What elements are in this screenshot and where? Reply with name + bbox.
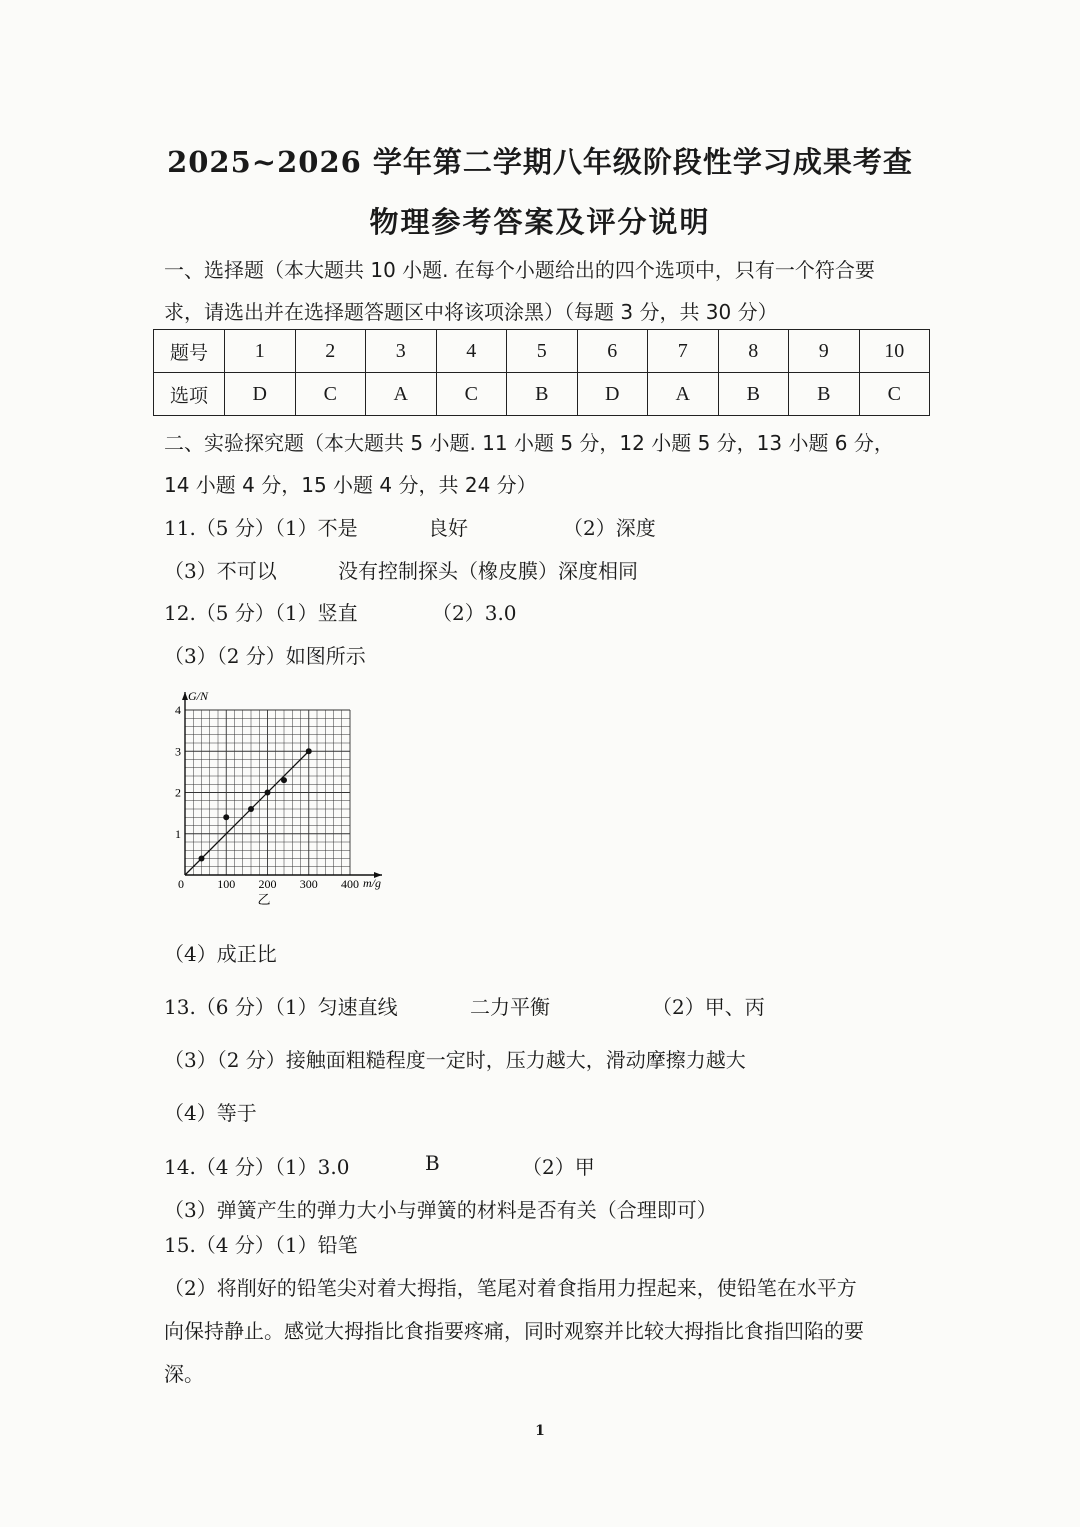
table-row-answers: [154, 373, 930, 416]
chart-x-axis-label: m/g: [363, 876, 381, 890]
page-number: 1: [535, 1423, 545, 1439]
answer-cell: B: [507, 373, 578, 416]
answer-cell: D: [225, 373, 296, 416]
x-tick-label: 0: [178, 877, 184, 891]
section1-heading-line2: 求，请选出并在选择题答题区中将该项涂黑）（每题 3 分，共 30 分）: [164, 300, 778, 324]
x-tick-label: 300: [299, 877, 318, 891]
q15-head: 15.（4 分）（1）铅笔: [164, 1233, 358, 1257]
x-tick-label: 400: [341, 877, 359, 891]
q13-answer-3: （3）（2 分）接触面粗糙程度一定时，压力越大，滑动摩擦力越大: [164, 1048, 746, 1072]
answer-cell: C: [859, 373, 930, 416]
data-point: [306, 748, 312, 754]
answer-cell: A: [648, 373, 719, 416]
section1-heading-line1: 一、选择题（本大题共 10 小题. 在每个小题给出的四个选项中，只有一个符合要: [164, 258, 875, 282]
answer-cell: B: [789, 373, 860, 416]
q11-answer-2: （2）深度: [563, 516, 656, 540]
q14-answer-3: （3）弹簧产生的弹力大小与弹簧的材料是否有关（合理即可）: [164, 1198, 717, 1222]
question-number-cell: 6: [577, 330, 648, 373]
answer-cell: A: [366, 373, 437, 416]
answer-key-title: 物理参考答案及评分说明: [369, 205, 711, 239]
q13-head: 13.（6 分）（1）匀速直线: [164, 995, 398, 1019]
q14-answer-2: （2）甲: [522, 1155, 595, 1179]
answer-cell: D: [577, 373, 648, 416]
question-number-cell: 4: [436, 330, 507, 373]
exam-title: 2025~2026 学年第二学期八年级阶段性学习成果考查: [167, 145, 913, 179]
y-tick-label: 3: [175, 744, 181, 759]
question-number-cell: 8: [718, 330, 789, 373]
table-row-numbers: [154, 330, 930, 373]
question-number-cell: 3: [366, 330, 437, 373]
q14-answer-1b: B: [425, 1151, 440, 1175]
data-point: [265, 790, 271, 796]
answer-cell: B: [718, 373, 789, 416]
section2-heading-line1: 二、实验探究题（本大题共 5 小题. 11 小题 5 分，12 小题 5 分，13 小题 6 分，: [164, 431, 894, 455]
answer-cell: C: [295, 373, 366, 416]
y-tick-label: 1: [175, 826, 181, 841]
q12-answer-3: （3）（2 分）如图所示: [164, 644, 366, 668]
data-point: [199, 856, 205, 862]
chart-caption: 乙: [257, 892, 271, 907]
chart-y-axis-label: G/N: [188, 689, 209, 703]
gravity-mass-chart: [160, 680, 400, 910]
y-tick-label: 2: [175, 785, 181, 800]
x-tick-label: 100: [217, 877, 236, 891]
q12-head: 12.（5 分）（1）竖直: [164, 601, 358, 625]
x-tick-label: 200: [258, 877, 277, 891]
question-number-cell: 10: [859, 330, 930, 373]
q14-head: 14.（4 分）（1）3.0: [164, 1155, 350, 1179]
q11-head: 11.（5 分）（1）不是: [164, 516, 358, 540]
q13-answer-2: （2）甲、丙: [652, 995, 765, 1019]
table-header-cell: 选项: [154, 373, 225, 416]
q13-answer-1b: 二力平衡: [470, 995, 550, 1019]
answer-table: [153, 329, 930, 416]
q11-answer-1b: 良好: [428, 516, 468, 540]
q15-answer-2-line3: 深。: [164, 1362, 204, 1386]
data-point: [223, 814, 229, 820]
table-header-cell: 题号: [154, 330, 225, 373]
q15-answer-2-line1: （2）将削好的铅笔尖对着大拇指，笔尾对着食指用力捏起来，使铅笔在水平方: [164, 1276, 857, 1300]
data-point: [281, 777, 287, 783]
question-number-cell: 7: [648, 330, 719, 373]
q12-answer-4: （4）成正比: [164, 942, 277, 966]
question-number-cell: 1: [225, 330, 296, 373]
question-number-cell: 2: [295, 330, 366, 373]
q12-answer-2: （2）3.0: [432, 601, 517, 625]
q11-answer-3b: 没有控制探头（橡皮膜）深度相同: [338, 559, 638, 583]
data-point: [248, 806, 254, 812]
q13-answer-4: （4）等于: [164, 1101, 257, 1125]
q11-answer-3: （3）不可以: [164, 559, 277, 583]
y-tick-label: 4: [175, 703, 181, 717]
chart-tick-labels: [175, 703, 359, 891]
section2-heading-line2: 14 小题 4 分，15 小题 4 分，共 24 分）: [164, 473, 537, 497]
question-number-cell: 5: [507, 330, 578, 373]
question-number-cell: 9: [789, 330, 860, 373]
q15-answer-2-line2: 向保持静止。感觉大拇指比食指要疼痛，同时观察并比较大拇指比食指凹陷的要: [164, 1319, 864, 1343]
answer-cell: C: [436, 373, 507, 416]
